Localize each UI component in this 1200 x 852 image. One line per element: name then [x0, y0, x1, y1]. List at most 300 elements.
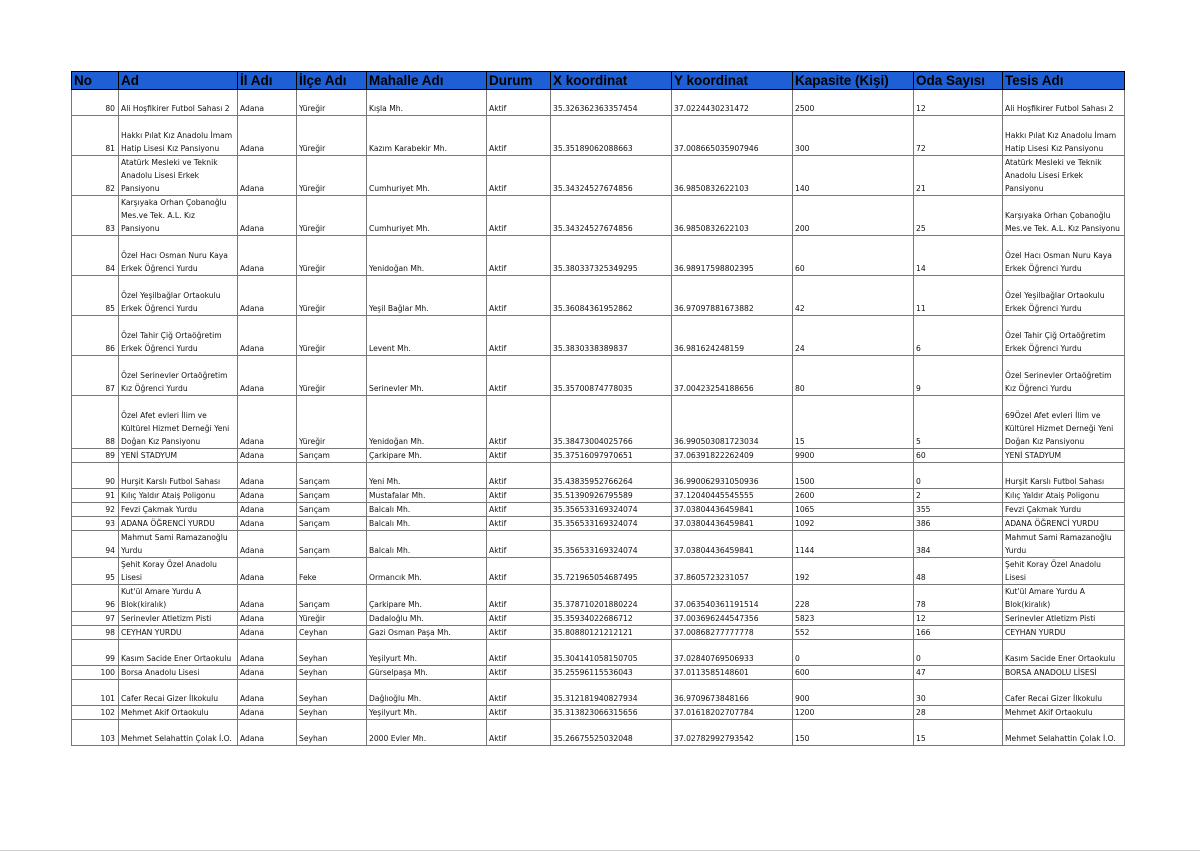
cell-no[interactable]: 98 [72, 626, 119, 640]
cell-tesis[interactable]: Hurşit Karslı Futbol Sahası [1003, 463, 1125, 489]
cell-tesis[interactable]: Özel Yeşilbağlar Ortaokulu Erkek Öğrenci Yurdu [1003, 276, 1125, 316]
header-durum[interactable]: Durum [487, 72, 551, 90]
cell-x[interactable]: 35.721965054687495 [551, 558, 672, 585]
table-row[interactable] [72, 706, 1125, 720]
cell-tesis[interactable]: Mahmut Sami Ramazanoğlu Yurdu [1003, 531, 1125, 558]
cell-oda[interactable]: 166 [914, 626, 1003, 640]
table-row[interactable] [72, 90, 1125, 116]
table-row[interactable] [72, 503, 1125, 517]
cell-y[interactable]: 37.8605723231057 [672, 558, 793, 585]
cell-oda[interactable]: 0 [914, 640, 1003, 666]
cell-mahalle[interactable]: Balcalı Mh. [367, 503, 487, 517]
cell-y[interactable]: 36.990503081723034 [672, 396, 793, 449]
table-row[interactable] [72, 236, 1125, 276]
cell-durum[interactable]: Aktif [487, 156, 551, 196]
cell-oda[interactable]: 9 [914, 356, 1003, 396]
cell-il[interactable]: Adana [238, 276, 297, 316]
cell-tesis[interactable]: Ali Hoşfikirer Futbol Sahası 2 [1003, 90, 1125, 116]
cell-kapasite[interactable]: 300 [793, 116, 914, 156]
cell-ilce[interactable]: Sarıçam [297, 531, 367, 558]
cell-tesis[interactable]: Mehmet Selahattin Çolak İ.O. [1003, 720, 1125, 746]
cell-mahalle[interactable]: Cumhuriyet Mh. [367, 196, 487, 236]
cell-durum[interactable]: Aktif [487, 626, 551, 640]
table-row[interactable] [72, 558, 1125, 585]
cell-mahalle[interactable]: Kazım Karabekir Mh. [367, 116, 487, 156]
cell-ad[interactable]: ADANA ÖĞRENCİ YURDU [119, 517, 238, 531]
cell-ilce[interactable]: Yüreğir [297, 316, 367, 356]
cell-ad[interactable]: Kut'ül Amare Yurdu A Blok(kiralık) [119, 585, 238, 612]
table-row[interactable] [72, 156, 1125, 196]
cell-tesis[interactable]: Fevzi Çakmak Yurdu [1003, 503, 1125, 517]
cell-ad[interactable]: Özel Afet evleri İlim ve Kültürel Hizmet Derneği Yeni Doğan Kız Pansiyonu [119, 396, 238, 449]
cell-ilce[interactable]: Yüreğir [297, 236, 367, 276]
cell-oda[interactable]: 72 [914, 116, 1003, 156]
cell-ad[interactable]: Mehmet Akif Ortaokulu [119, 706, 238, 720]
cell-y[interactable]: 37.0224430231472 [672, 90, 793, 116]
cell-x[interactable]: 35.378710201880224 [551, 585, 672, 612]
cell-ilce[interactable]: Sarıçam [297, 463, 367, 489]
cell-il[interactable]: Adana [238, 531, 297, 558]
cell-kapasite[interactable]: 192 [793, 558, 914, 585]
cell-x[interactable]: 35.356533169324074 [551, 517, 672, 531]
table-row[interactable] [72, 276, 1125, 316]
cell-ad[interactable]: Borsa Anadolu Lisesi [119, 666, 238, 680]
cell-mahalle[interactable]: Yenidoğan Mh. [367, 236, 487, 276]
cell-y[interactable]: 37.02782992793542 [672, 720, 793, 746]
cell-no[interactable]: 92 [72, 503, 119, 517]
cell-tesis[interactable]: 69Özel Afet evleri İlim ve Kültürel Hizmet Derneği Yeni Doğan Kız Pansiyonu [1003, 396, 1125, 449]
cell-ilce[interactable]: Yüreğir [297, 276, 367, 316]
table-row[interactable] [72, 316, 1125, 356]
cell-il[interactable]: Adana [238, 356, 297, 396]
cell-il[interactable]: Adana [238, 489, 297, 503]
cell-ad[interactable]: Özel Tahir Çiğ Ortaöğretim Erkek Öğrenci Yurdu [119, 316, 238, 356]
cell-mahalle[interactable]: Mustafalar Mh. [367, 489, 487, 503]
cell-il[interactable]: Adana [238, 558, 297, 585]
cell-kapasite[interactable]: 15 [793, 396, 914, 449]
cell-ilce[interactable]: Seyhan [297, 720, 367, 746]
cell-tesis[interactable]: Özel Hacı Osman Nuru Kaya Erkek Öğrenci Yurdu [1003, 236, 1125, 276]
header-ilce-adi[interactable]: İlçe Adı [297, 72, 367, 90]
cell-y[interactable]: 37.008665035907946 [672, 116, 793, 156]
cell-y[interactable]: 37.03804436459841 [672, 531, 793, 558]
cell-ilce[interactable]: Seyhan [297, 680, 367, 706]
cell-ad[interactable]: Fevzi Çakmak Yurdu [119, 503, 238, 517]
cell-x[interactable]: 35.35700874778035 [551, 356, 672, 396]
cell-no[interactable]: 91 [72, 489, 119, 503]
cell-y[interactable]: 37.00868277777778 [672, 626, 793, 640]
cell-kapasite[interactable]: 600 [793, 666, 914, 680]
cell-il[interactable]: Adana [238, 396, 297, 449]
table-row[interactable] [72, 680, 1125, 706]
cell-il[interactable]: Adana [238, 116, 297, 156]
cell-durum[interactable]: Aktif [487, 680, 551, 706]
cell-y[interactable]: 36.981624248159 [672, 316, 793, 356]
cell-oda[interactable]: 15 [914, 720, 1003, 746]
header-ad[interactable]: Ad [119, 72, 238, 90]
cell-no[interactable]: 89 [72, 449, 119, 463]
cell-ilce[interactable]: Sarıçam [297, 449, 367, 463]
cell-il[interactable]: Adana [238, 517, 297, 531]
cell-oda[interactable]: 48 [914, 558, 1003, 585]
cell-y[interactable]: 37.02840769506933 [672, 640, 793, 666]
cell-no[interactable]: 87 [72, 356, 119, 396]
cell-oda[interactable]: 384 [914, 531, 1003, 558]
cell-ilce[interactable]: Yüreğir [297, 156, 367, 196]
cell-mahalle[interactable]: Yeni Mh. [367, 463, 487, 489]
cell-durum[interactable]: Aktif [487, 531, 551, 558]
cell-y[interactable]: 37.00423254188656 [672, 356, 793, 396]
cell-tesis[interactable]: Özel Tahir Çiğ Ortaöğretim Erkek Öğrenci Yurdu [1003, 316, 1125, 356]
cell-oda[interactable]: 12 [914, 612, 1003, 626]
cell-x[interactable]: 35.356533169324074 [551, 503, 672, 517]
cell-il[interactable]: Adana [238, 236, 297, 276]
cell-durum[interactable]: Aktif [487, 517, 551, 531]
cell-mahalle[interactable]: Yeşil Bağlar Mh. [367, 276, 487, 316]
cell-kapasite[interactable]: 9900 [793, 449, 914, 463]
cell-kapasite[interactable]: 1092 [793, 517, 914, 531]
cell-ad[interactable]: Kılıç Yaldır Ataiş Poligonu [119, 489, 238, 503]
cell-oda[interactable]: 14 [914, 236, 1003, 276]
cell-ilce[interactable]: Yüreğir [297, 396, 367, 449]
cell-no[interactable]: 96 [72, 585, 119, 612]
cell-oda[interactable]: 60 [914, 449, 1003, 463]
cell-mahalle[interactable]: Dadaloğlu Mh. [367, 612, 487, 626]
cell-il[interactable]: Adana [238, 706, 297, 720]
cell-kapasite[interactable]: 1144 [793, 531, 914, 558]
header-oda-sayisi[interactable]: Oda Sayısı [914, 72, 1003, 90]
cell-mahalle[interactable]: Gazi Osman Paşa Mh. [367, 626, 487, 640]
header-x-koordinat[interactable]: X koordinat [551, 72, 672, 90]
cell-no[interactable]: 102 [72, 706, 119, 720]
cell-mahalle[interactable]: Kışla Mh. [367, 90, 487, 116]
cell-oda[interactable]: 25 [914, 196, 1003, 236]
cell-tesis[interactable]: Şehit Koray Özel Anadolu Lisesi [1003, 558, 1125, 585]
cell-mahalle[interactable]: Levent Mh. [367, 316, 487, 356]
cell-kapasite[interactable]: 552 [793, 626, 914, 640]
cell-tesis[interactable]: Kasım Sacide Ener Ortaokulu [1003, 640, 1125, 666]
cell-ilce[interactable]: Ceyhan [297, 626, 367, 640]
cell-kapasite[interactable]: 42 [793, 276, 914, 316]
cell-durum[interactable]: Aktif [487, 449, 551, 463]
cell-x[interactable]: 35.38473004025766 [551, 396, 672, 449]
table-row[interactable] [72, 626, 1125, 640]
header-tesis-adi[interactable]: Tesis Adı [1003, 72, 1125, 90]
cell-ad[interactable]: Şehit Koray Özel Anadolu Lisesi [119, 558, 238, 585]
cell-x[interactable]: 35.80880121212121 [551, 626, 672, 640]
cell-kapasite[interactable]: 2500 [793, 90, 914, 116]
cell-y[interactable]: 37.06391822262409 [672, 449, 793, 463]
cell-no[interactable]: 101 [72, 680, 119, 706]
cell-mahalle[interactable]: Yenidoğan Mh. [367, 396, 487, 449]
table-row[interactable] [72, 666, 1125, 680]
cell-no[interactable]: 80 [72, 90, 119, 116]
cell-no[interactable]: 94 [72, 531, 119, 558]
cell-tesis[interactable]: Hakkı Pılat Kız Anadolu İmam Hatip Lisesi Kız Pansiyonu [1003, 116, 1125, 156]
cell-y[interactable]: 36.98917598802395 [672, 236, 793, 276]
cell-no[interactable]: 85 [72, 276, 119, 316]
cell-y[interactable]: 37.063540361191514 [672, 585, 793, 612]
cell-il[interactable]: Adana [238, 449, 297, 463]
cell-no[interactable]: 86 [72, 316, 119, 356]
cell-x[interactable]: 35.326362363357454 [551, 90, 672, 116]
cell-mahalle[interactable]: Cumhuriyet Mh. [367, 156, 487, 196]
cell-ilce[interactable]: Sarıçam [297, 585, 367, 612]
cell-no[interactable]: 100 [72, 666, 119, 680]
cell-oda[interactable]: 355 [914, 503, 1003, 517]
cell-ad[interactable]: Kasım Sacide Ener Ortaokulu [119, 640, 238, 666]
cell-mahalle[interactable]: Yeşilyurt Mh. [367, 706, 487, 720]
cell-ilce[interactable]: Yüreğir [297, 116, 367, 156]
cell-durum[interactable]: Aktif [487, 463, 551, 489]
cell-ad[interactable]: Hurşit Karslı Futbol Sahası [119, 463, 238, 489]
cell-il[interactable]: Adana [238, 612, 297, 626]
cell-ilce[interactable]: Yüreğir [297, 356, 367, 396]
cell-tesis[interactable]: Kut'ül Amare Yurdu A Blok(kiralık) [1003, 585, 1125, 612]
cell-il[interactable]: Adana [238, 666, 297, 680]
cell-mahalle[interactable]: Gürselpaşa Mh. [367, 666, 487, 680]
cell-ad[interactable]: Hakkı Pılat Kız Anadolu İmam Hatip Lisesi Kız Pansiyonu [119, 116, 238, 156]
cell-oda[interactable]: 2 [914, 489, 1003, 503]
cell-durum[interactable]: Aktif [487, 585, 551, 612]
cell-durum[interactable]: Aktif [487, 396, 551, 449]
cell-il[interactable]: Adana [238, 720, 297, 746]
cell-il[interactable]: Adana [238, 196, 297, 236]
cell-y[interactable]: 37.12040445545555 [672, 489, 793, 503]
cell-x[interactable]: 35.304141058150705 [551, 640, 672, 666]
cell-ilce[interactable]: Seyhan [297, 666, 367, 680]
cell-kapasite[interactable]: 1500 [793, 463, 914, 489]
cell-kapasite[interactable]: 2600 [793, 489, 914, 503]
cell-ad[interactable]: Serinevler Atletizm Pisti [119, 612, 238, 626]
cell-ilce[interactable]: Seyhan [297, 706, 367, 720]
cell-ad[interactable]: YENİ STADYUM [119, 449, 238, 463]
cell-tesis[interactable]: Atatürk Mesleki ve Teknik Anadolu Lisesi Erkek Pansiyonu [1003, 156, 1125, 196]
cell-tesis[interactable]: Cafer Recai Gizer İlkokulu [1003, 680, 1125, 706]
cell-kapasite[interactable]: 140 [793, 156, 914, 196]
cell-ad[interactable]: CEYHAN YURDU [119, 626, 238, 640]
cell-no[interactable]: 88 [72, 396, 119, 449]
cell-no[interactable]: 99 [72, 640, 119, 666]
cell-oda[interactable]: 47 [914, 666, 1003, 680]
cell-x[interactable]: 35.25596115536043 [551, 666, 672, 680]
cell-x[interactable]: 35.43835952766264 [551, 463, 672, 489]
cell-il[interactable]: Adana [238, 640, 297, 666]
cell-y[interactable]: 36.990062931050936 [672, 463, 793, 489]
cell-tesis[interactable]: Kılıç Yaldır Ataiş Poligonu [1003, 489, 1125, 503]
table-row[interactable] [72, 463, 1125, 489]
cell-y[interactable]: 36.97097881673882 [672, 276, 793, 316]
cell-durum[interactable]: Aktif [487, 706, 551, 720]
cell-x[interactable]: 35.35934022686712 [551, 612, 672, 626]
cell-x[interactable]: 35.312181940827934 [551, 680, 672, 706]
cell-ad[interactable]: Özel Yeşilbağlar Ortaokulu Erkek Öğrenci Yurdu [119, 276, 238, 316]
table-row[interactable] [72, 116, 1125, 156]
cell-ilce[interactable]: Sarıçam [297, 517, 367, 531]
table-row[interactable] [72, 612, 1125, 626]
cell-il[interactable]: Adana [238, 316, 297, 356]
cell-oda[interactable]: 0 [914, 463, 1003, 489]
cell-oda[interactable]: 12 [914, 90, 1003, 116]
facility-table [71, 71, 1125, 746]
header-y-koordinat[interactable]: Y koordinat [672, 72, 793, 90]
cell-ad[interactable]: Atatürk Mesleki ve Teknik Anadolu Lisesi Erkek Pansiyonu [119, 156, 238, 196]
cell-kapasite[interactable]: 24 [793, 316, 914, 356]
cell-tesis[interactable]: Serinevler Atletizm Pisti [1003, 612, 1125, 626]
cell-mahalle[interactable]: Serinevler Mh. [367, 356, 487, 396]
cell-kapasite[interactable]: 60 [793, 236, 914, 276]
cell-oda[interactable]: 30 [914, 680, 1003, 706]
cell-tesis[interactable]: Özel Serinevler Ortaöğretim Kız Öğrenci Yurdu [1003, 356, 1125, 396]
table-row[interactable] [72, 196, 1125, 236]
table-row[interactable] [72, 720, 1125, 746]
cell-kapasite[interactable]: 1200 [793, 706, 914, 720]
cell-mahalle[interactable]: Yeşilyurt Mh. [367, 640, 487, 666]
cell-x[interactable]: 35.380337325349295 [551, 236, 672, 276]
cell-x[interactable]: 35.313823066315656 [551, 706, 672, 720]
cell-tesis[interactable]: BORSA ANADOLU LİSESİ [1003, 666, 1125, 680]
cell-durum[interactable]: Aktif [487, 196, 551, 236]
cell-no[interactable]: 95 [72, 558, 119, 585]
cell-x[interactable]: 35.34324527674856 [551, 196, 672, 236]
cell-mahalle[interactable]: Balcalı Mh. [367, 517, 487, 531]
header-mahalle-adi[interactable]: Mahalle Adı [367, 72, 487, 90]
cell-oda[interactable]: 11 [914, 276, 1003, 316]
table-row[interactable] [72, 449, 1125, 463]
table-row[interactable] [72, 517, 1125, 531]
cell-il[interactable]: Adana [238, 585, 297, 612]
cell-x[interactable]: 35.35189062088663 [551, 116, 672, 156]
cell-il[interactable]: Adana [238, 503, 297, 517]
cell-y[interactable]: 36.9850832622103 [672, 156, 793, 196]
cell-il[interactable]: Adana [238, 90, 297, 116]
header-il-adi[interactable]: İl Adı [238, 72, 297, 90]
cell-oda[interactable]: 21 [914, 156, 1003, 196]
cell-no[interactable]: 83 [72, 196, 119, 236]
cell-oda[interactable]: 78 [914, 585, 1003, 612]
cell-ad[interactable]: Mahmut Sami Ramazanoğlu Yurdu [119, 531, 238, 558]
cell-durum[interactable]: Aktif [487, 116, 551, 156]
cell-tesis[interactable]: Mehmet Akif Ortaokulu [1003, 706, 1125, 720]
cell-no[interactable]: 84 [72, 236, 119, 276]
table-row[interactable] [72, 489, 1125, 503]
cell-kapasite[interactable]: 5823 [793, 612, 914, 626]
cell-ilce[interactable]: Sarıçam [297, 503, 367, 517]
cell-durum[interactable]: Aktif [487, 276, 551, 316]
table-row[interactable] [72, 356, 1125, 396]
cell-y[interactable]: 37.003696244547356 [672, 612, 793, 626]
cell-mahalle[interactable]: Dağlıoğlu Mh. [367, 680, 487, 706]
cell-durum[interactable]: Aktif [487, 720, 551, 746]
cell-durum[interactable]: Aktif [487, 666, 551, 680]
cell-kapasite[interactable]: 228 [793, 585, 914, 612]
cell-ad[interactable]: Cafer Recai Gizer İlkokulu [119, 680, 238, 706]
cell-x[interactable]: 35.26675525032048 [551, 720, 672, 746]
cell-kapasite[interactable]: 1065 [793, 503, 914, 517]
cell-x[interactable]: 35.37516097970651 [551, 449, 672, 463]
cell-y[interactable]: 37.0113585148601 [672, 666, 793, 680]
cell-ilce[interactable]: Feke [297, 558, 367, 585]
cell-kapasite[interactable]: 0 [793, 640, 914, 666]
cell-ad[interactable]: Özel Serinevler Ortaöğretim Kız Öğrenci Yurdu [119, 356, 238, 396]
cell-durum[interactable]: Aktif [487, 316, 551, 356]
cell-y[interactable]: 36.9709673848166 [672, 680, 793, 706]
cell-ad[interactable]: Mehmet Selahattin Çolak İ.O. [119, 720, 238, 746]
cell-ilce[interactable]: Sarıçam [297, 489, 367, 503]
cell-mahalle[interactable]: Çarkipare Mh. [367, 585, 487, 612]
cell-durum[interactable]: Aktif [487, 489, 551, 503]
cell-oda[interactable]: 28 [914, 706, 1003, 720]
cell-no[interactable]: 82 [72, 156, 119, 196]
cell-ad[interactable]: Ali Hoşfikirer Futbol Sahası 2 [119, 90, 238, 116]
cell-oda[interactable]: 5 [914, 396, 1003, 449]
cell-y[interactable]: 37.03804436459841 [672, 517, 793, 531]
cell-mahalle[interactable]: Balcalı Mh. [367, 531, 487, 558]
cell-oda[interactable]: 386 [914, 517, 1003, 531]
cell-kapasite[interactable]: 200 [793, 196, 914, 236]
cell-il[interactable]: Adana [238, 463, 297, 489]
cell-y[interactable]: 36.9850832622103 [672, 196, 793, 236]
cell-no[interactable]: 93 [72, 517, 119, 531]
table-row[interactable] [72, 396, 1125, 449]
cell-mahalle[interactable]: Çarkipare Mh. [367, 449, 487, 463]
cell-durum[interactable]: Aktif [487, 558, 551, 585]
cell-il[interactable]: Adana [238, 156, 297, 196]
cell-tesis[interactable]: CEYHAN YURDU [1003, 626, 1125, 640]
cell-durum[interactable]: Aktif [487, 356, 551, 396]
cell-tesis[interactable]: ADANA ÖĞRENCİ YURDU [1003, 517, 1125, 531]
cell-no[interactable]: 90 [72, 463, 119, 489]
cell-no[interactable]: 81 [72, 116, 119, 156]
header-kapasite[interactable]: Kapasite (Kişi) [793, 72, 914, 90]
cell-kapasite[interactable]: 150 [793, 720, 914, 746]
cell-x[interactable]: 35.3830338389837 [551, 316, 672, 356]
cell-tesis[interactable]: YENİ STADYUM [1003, 449, 1125, 463]
cell-x[interactable]: 35.51390926795589 [551, 489, 672, 503]
header-no[interactable]: No [72, 72, 119, 90]
cell-y[interactable]: 37.01618202707784 [672, 706, 793, 720]
cell-tesis[interactable]: Karşıyaka Orhan Çobanoğlu Mes.ve Tek. A.L. Kız Pansiyonu [1003, 196, 1125, 236]
cell-durum[interactable]: Aktif [487, 640, 551, 666]
cell-kapasite[interactable]: 80 [793, 356, 914, 396]
cell-durum[interactable]: Aktif [487, 90, 551, 116]
cell-ilce[interactable]: Seyhan [297, 640, 367, 666]
cell-x[interactable]: 35.34324527674856 [551, 156, 672, 196]
cell-ilce[interactable]: Yüreğir [297, 90, 367, 116]
cell-no[interactable]: 103 [72, 720, 119, 746]
cell-x[interactable]: 35.36084361952862 [551, 276, 672, 316]
cell-ad[interactable]: Karşıyaka Orhan Çobanoğlu Mes.ve Tek. A.L. Kız Pansiyonu [119, 196, 238, 236]
cell-durum[interactable]: Aktif [487, 503, 551, 517]
cell-x[interactable]: 35.356533169324074 [551, 531, 672, 558]
cell-ilce[interactable]: Yüreğir [297, 196, 367, 236]
table-row[interactable] [72, 531, 1125, 558]
cell-il[interactable]: Adana [238, 626, 297, 640]
cell-durum[interactable]: Aktif [487, 236, 551, 276]
cell-no[interactable]: 97 [72, 612, 119, 626]
cell-oda[interactable]: 6 [914, 316, 1003, 356]
cell-mahalle[interactable]: Ormancık Mh. [367, 558, 487, 585]
table-row[interactable] [72, 585, 1125, 612]
cell-ilce[interactable]: Yüreğir [297, 612, 367, 626]
cell-mahalle[interactable]: 2000 Evler Mh. [367, 720, 487, 746]
cell-il[interactable]: Adana [238, 680, 297, 706]
table-row[interactable] [72, 640, 1125, 666]
cell-y[interactable]: 37.03804436459841 [672, 503, 793, 517]
cell-durum[interactable]: Aktif [487, 612, 551, 626]
cell-ad[interactable]: Özel Hacı Osman Nuru Kaya Erkek Öğrenci Yurdu [119, 236, 238, 276]
cell-kapasite[interactable]: 900 [793, 680, 914, 706]
